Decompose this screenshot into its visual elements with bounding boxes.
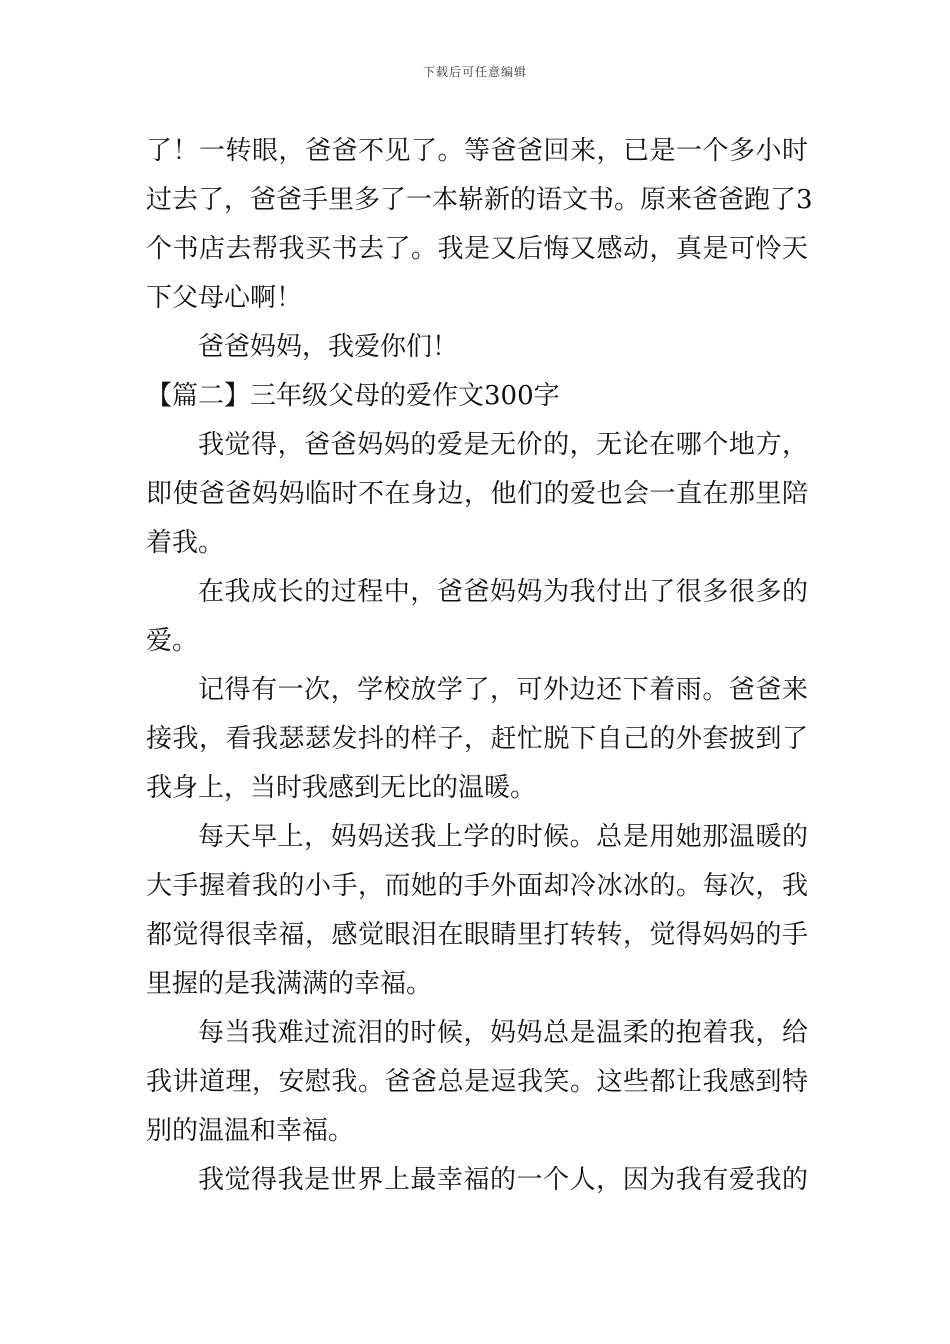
text-line: 个书店去帮我买书去了。我是又后悔又感动，真是可怜天 <box>146 234 808 264</box>
paragraph <box>146 421 808 568</box>
text-line: 爸爸妈妈，我爱你们！ <box>198 332 459 362</box>
paragraph <box>146 323 808 372</box>
text-line: 着我。 <box>146 528 225 558</box>
text-line: 接我，看我瑟瑟发抖的样子，赶忙脱下自己的外套披到了 <box>146 724 808 754</box>
text-line: 即使爸爸妈妈临时不在身边，他们的爱也会一直在那里陪 <box>146 479 808 509</box>
paragraph <box>146 1009 808 1156</box>
text-line: 都觉得很幸福，感觉眼泪在眼睛里打转转，觉得妈妈的手 <box>146 920 808 950</box>
heading-line: 【篇二】三年级父母的爱作文300字 <box>146 381 560 411</box>
paragraph <box>146 666 808 813</box>
text-line: 我身上，当时我感到无比的温暖。 <box>146 773 537 803</box>
text-line: 爱。 <box>146 626 199 656</box>
text-line: 我觉得我是世界上最幸福的一个人，因为我有爱我的 <box>198 1165 808 1195</box>
text-line: 里握的是我满满的幸福。 <box>146 969 433 999</box>
text-line: 我觉得，爸爸妈妈的爱是无价的，无论在哪个地方， <box>198 430 808 460</box>
text-line: 在我成长的过程中，爸爸妈妈为我付出了很多很多的 <box>198 577 808 607</box>
text-line: 记得有一次，学校放学了，可外边还下着雨。爸爸来 <box>198 675 808 705</box>
paragraph <box>146 1156 808 1205</box>
text-line: 每当我难过流泪的时候，妈妈总是温柔的抱着我，给 <box>198 1018 808 1048</box>
text-line: 大手握着我的小手，而她的手外面却冷冰冰的。每次，我 <box>146 871 808 901</box>
paragraph <box>146 127 813 323</box>
text-line: 过去了，爸爸手里多了一本崭新的语文书。原来爸爸跑了3 <box>146 185 813 215</box>
paragraph <box>146 813 808 1009</box>
paragraph <box>146 568 808 666</box>
page-header: 下载后可任意编辑 <box>422 65 527 79</box>
text-line: 了！一转眼，爸爸不见了。等爸爸回来，已是一个多小时 <box>146 136 808 166</box>
text-line: 下父母心啊！ <box>146 283 303 313</box>
text-line: 每天早上，妈妈送我上学的时候。总是用她那温暖的 <box>198 822 808 852</box>
text-line: 别的温温和幸福。 <box>146 1116 355 1146</box>
text-line: 我讲道理，安慰我。爸爸总是逗我笑。这些都让我感到特 <box>146 1067 808 1097</box>
document-body <box>146 127 813 1205</box>
section-heading <box>146 372 808 421</box>
